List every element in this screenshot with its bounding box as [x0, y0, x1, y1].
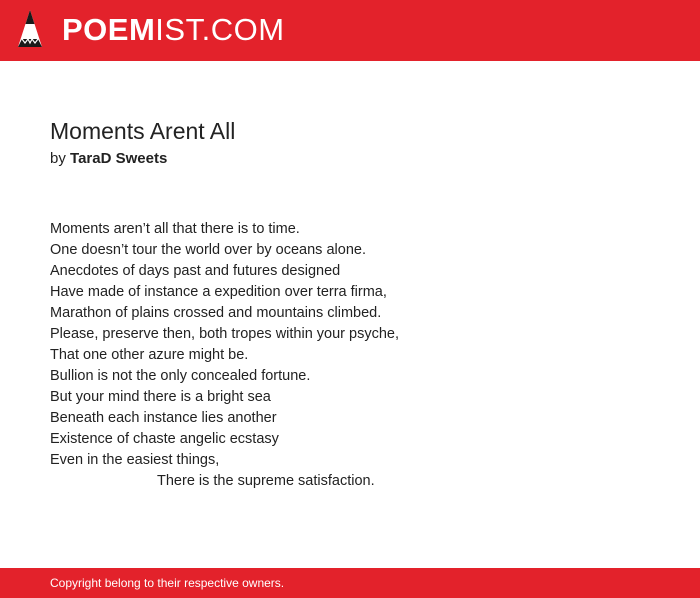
poem-line: That one other azure might be. [50, 347, 249, 363]
logo-text-bold: POEM [62, 12, 156, 47]
poem-line: Please, preserve then, both tropes within your psyche, [50, 326, 399, 342]
poem-author: TaraD Sweets [70, 150, 168, 167]
by-label: by [50, 150, 66, 167]
pencil-icon[interactable] [17, 9, 43, 51]
logo-text-light: IST.COM [155, 12, 285, 47]
poem-byline [50, 149, 167, 169]
poem-line: Bullion is not the only concealed fortune. [50, 368, 311, 384]
poem-line: Marathon of plains crossed and mountains climbed. [50, 305, 382, 321]
poem-line: There is the supreme satisfaction. [157, 473, 375, 489]
poem-body [50, 219, 650, 492]
site-logo[interactable] [62, 12, 285, 48]
poem-line: Have made of instance a expedition over terra firma, [50, 284, 387, 300]
site-footer [0, 568, 700, 598]
poem-line: Even in the easiest things, [50, 452, 220, 468]
poem-line: One doesn’t tour the world over by oceans alone. [50, 242, 366, 258]
poem-line: Existence of chaste angelic ecstasy [50, 431, 279, 447]
poem-line: But your mind there is a bright sea [50, 389, 271, 405]
copyright-notice: Copyright belong to their respective owners. [50, 576, 285, 590]
site-header [0, 0, 700, 61]
poem-line: Beneath each instance lies another [50, 410, 277, 426]
poem-line: Moments aren’t all that there is to time. [50, 221, 300, 237]
poem-title: Moments Arent All [50, 118, 236, 144]
poem-line: Anecdotes of days past and futures designed [50, 263, 341, 279]
